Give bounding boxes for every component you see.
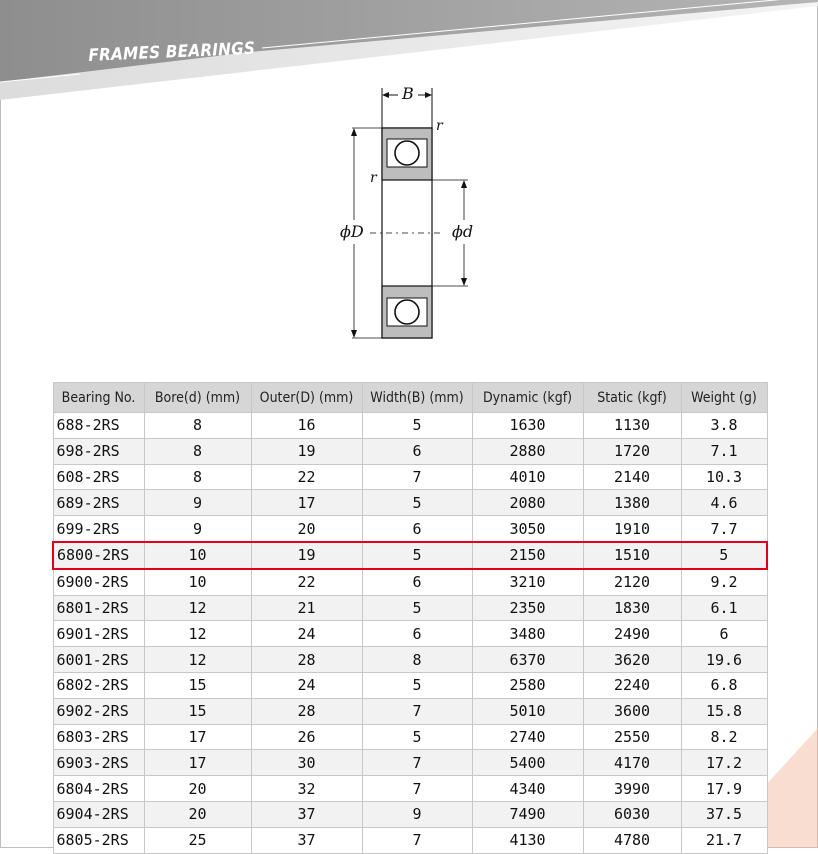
- cell-width: 6: [362, 569, 472, 595]
- table-row: [53, 464, 767, 490]
- cell-bearing-no: 6001-2RS: [53, 647, 144, 673]
- cell-width: 7: [362, 827, 472, 853]
- cell-dynamic: 1630: [472, 413, 583, 439]
- table-row: [53, 516, 767, 542]
- cell-bore: 8: [144, 438, 251, 464]
- cell-width: 5: [362, 724, 472, 750]
- cell-dynamic: 2350: [472, 595, 583, 621]
- cell-outer: 37: [251, 827, 362, 853]
- table-row: [53, 413, 767, 439]
- cell-outer: 30: [251, 750, 362, 776]
- cell-bore: 12: [144, 621, 251, 647]
- cell-bore: 8: [144, 464, 251, 490]
- cell-bore: 25: [144, 827, 251, 853]
- cell-weight: 6: [681, 621, 767, 647]
- cell-bearing-no: 6903-2RS: [53, 750, 144, 776]
- cell-dynamic: 4010: [472, 464, 583, 490]
- header-static: Static (kgf): [583, 383, 681, 413]
- header-dynamic: Dynamic (kgf): [472, 383, 583, 413]
- cell-bearing-no: 6900-2RS: [53, 569, 144, 595]
- table-row: [53, 750, 767, 776]
- table-body: [53, 413, 767, 854]
- cell-outer: 21: [251, 595, 362, 621]
- cell-bore: 9: [144, 490, 251, 516]
- table-row: [53, 438, 767, 464]
- cell-dynamic: 3050: [472, 516, 583, 542]
- label-width: B: [402, 84, 414, 103]
- cell-static: 3620: [583, 647, 681, 673]
- cell-width: 5: [362, 672, 472, 698]
- cell-outer: 19: [251, 542, 362, 569]
- cell-width: 5: [362, 413, 472, 439]
- table-row: [53, 724, 767, 750]
- label-outer-diameter: ϕD: [340, 222, 364, 241]
- cell-outer: 22: [251, 464, 362, 490]
- cell-static: 2140: [583, 464, 681, 490]
- cell-bore: 12: [144, 595, 251, 621]
- cell-bearing-no: 6904-2RS: [53, 801, 144, 827]
- cell-bore: 9: [144, 516, 251, 542]
- cell-width: 8: [362, 647, 472, 673]
- table-header-row: [53, 383, 767, 413]
- cell-weight: 10.3: [681, 464, 767, 490]
- cell-static: 1130: [583, 413, 681, 439]
- cell-static: 6030: [583, 801, 681, 827]
- table-row: [53, 672, 767, 698]
- cell-dynamic: 2150: [472, 542, 583, 569]
- table-row: [53, 647, 767, 673]
- cell-width: 6: [362, 621, 472, 647]
- cell-dynamic: 3480: [472, 621, 583, 647]
- cell-dynamic: 5400: [472, 750, 583, 776]
- table-row: [53, 490, 767, 516]
- cell-static: 1830: [583, 595, 681, 621]
- label-radius-top: r: [436, 118, 443, 134]
- cell-weight: 19.6: [681, 647, 767, 673]
- label-bore: ϕd: [452, 222, 474, 241]
- cell-dynamic: 2740: [472, 724, 583, 750]
- cell-dynamic: 5010: [472, 698, 583, 724]
- cell-weight: 7.1: [681, 438, 767, 464]
- table-row: [53, 827, 767, 853]
- cell-width: 5: [362, 490, 472, 516]
- cell-bearing-no: 689-2RS: [53, 490, 144, 516]
- cell-static: 2490: [583, 621, 681, 647]
- cell-static: 1380: [583, 490, 681, 516]
- cell-static: 2120: [583, 569, 681, 595]
- cell-outer: 17: [251, 490, 362, 516]
- cell-bore: 17: [144, 750, 251, 776]
- cell-static: 3600: [583, 698, 681, 724]
- cell-static: 1910: [583, 516, 681, 542]
- cell-dynamic: 3210: [472, 569, 583, 595]
- cell-bearing-no: 688-2RS: [53, 413, 144, 439]
- cell-bearing-no: 6802-2RS: [53, 672, 144, 698]
- cell-outer: 26: [251, 724, 362, 750]
- header-width: Width(B) (mm): [362, 383, 472, 413]
- cell-width: 6: [362, 516, 472, 542]
- cell-weight: 5: [681, 542, 767, 569]
- cell-dynamic: 2080: [472, 490, 583, 516]
- cell-outer: 22: [251, 569, 362, 595]
- cell-bearing-no: 699-2RS: [53, 516, 144, 542]
- cell-static: 2240: [583, 672, 681, 698]
- bearing-diagram: [330, 84, 480, 344]
- cell-bore: 10: [144, 542, 251, 569]
- cell-weight: 9.2: [681, 569, 767, 595]
- cell-bore: 20: [144, 801, 251, 827]
- cell-bearing-no: 6902-2RS: [53, 698, 144, 724]
- cell-bearing-no: 698-2RS: [53, 438, 144, 464]
- cell-weight: 6.1: [681, 595, 767, 621]
- table-row: [53, 698, 767, 724]
- cell-bearing-no: 6800-2RS: [53, 542, 144, 569]
- cell-width: 6: [362, 438, 472, 464]
- cell-dynamic: 6370: [472, 647, 583, 673]
- header-outer: Outer(D) (mm): [251, 383, 362, 413]
- bearing-spec-table: [52, 382, 766, 854]
- cell-bearing-no: 6803-2RS: [53, 724, 144, 750]
- label-radius-side: r: [370, 170, 377, 186]
- cell-bearing-no: 6804-2RS: [53, 776, 144, 802]
- cell-bore: 15: [144, 672, 251, 698]
- cell-weight: 17.9: [681, 776, 767, 802]
- cell-outer: 19: [251, 438, 362, 464]
- table-row: [53, 776, 767, 802]
- cell-bore: 12: [144, 647, 251, 673]
- cell-outer: 28: [251, 698, 362, 724]
- header-bearing-no: Bearing No.: [53, 383, 144, 413]
- table-row: [53, 595, 767, 621]
- cell-width: 7: [362, 464, 472, 490]
- cell-bore: 10: [144, 569, 251, 595]
- cell-bearing-no: 6901-2RS: [53, 621, 144, 647]
- cell-width: 7: [362, 698, 472, 724]
- cell-width: 9: [362, 801, 472, 827]
- cell-outer: 24: [251, 621, 362, 647]
- cell-weight: 21.7: [681, 827, 767, 853]
- cell-weight: 7.7: [681, 516, 767, 542]
- cell-bore: 15: [144, 698, 251, 724]
- cell-bearing-no: 608-2RS: [53, 464, 144, 490]
- banner-title: FRAMES BEARINGS: [88, 38, 256, 66]
- cell-dynamic: 4130: [472, 827, 583, 853]
- cell-weight: 8.2: [681, 724, 767, 750]
- cell-bearing-no: 6801-2RS: [53, 595, 144, 621]
- cell-width: 5: [362, 542, 472, 569]
- cell-weight: 3.8: [681, 413, 767, 439]
- cell-outer: 28: [251, 647, 362, 673]
- cell-dynamic: 2880: [472, 438, 583, 464]
- table-row: [53, 801, 767, 827]
- cell-bore: 20: [144, 776, 251, 802]
- cell-outer: 16: [251, 413, 362, 439]
- header-weight: Weight (g): [681, 383, 767, 413]
- cell-static: 1510: [583, 542, 681, 569]
- cell-outer: 24: [251, 672, 362, 698]
- header-bore: Bore(d) (mm): [144, 383, 251, 413]
- cell-dynamic: 2580: [472, 672, 583, 698]
- cell-dynamic: 4340: [472, 776, 583, 802]
- cell-bore: 8: [144, 413, 251, 439]
- cell-static: 3990: [583, 776, 681, 802]
- table-row: [53, 621, 767, 647]
- cell-outer: 37: [251, 801, 362, 827]
- table-row: [53, 569, 767, 595]
- cell-static: 4170: [583, 750, 681, 776]
- cell-static: 2550: [583, 724, 681, 750]
- cell-weight: 17.2: [681, 750, 767, 776]
- cell-weight: 37.5: [681, 801, 767, 827]
- cell-dynamic: 7490: [472, 801, 583, 827]
- cell-weight: 15.8: [681, 698, 767, 724]
- cell-outer: 32: [251, 776, 362, 802]
- table-row-highlighted: [53, 542, 767, 569]
- cell-width: 5: [362, 595, 472, 621]
- cell-width: 7: [362, 750, 472, 776]
- cell-width: 7: [362, 776, 472, 802]
- cell-bore: 17: [144, 724, 251, 750]
- cell-weight: 6.8: [681, 672, 767, 698]
- cell-weight: 4.6: [681, 490, 767, 516]
- cell-bearing-no: 6805-2RS: [53, 827, 144, 853]
- cell-outer: 20: [251, 516, 362, 542]
- cell-static: 1720: [583, 438, 681, 464]
- cell-static: 4780: [583, 827, 681, 853]
